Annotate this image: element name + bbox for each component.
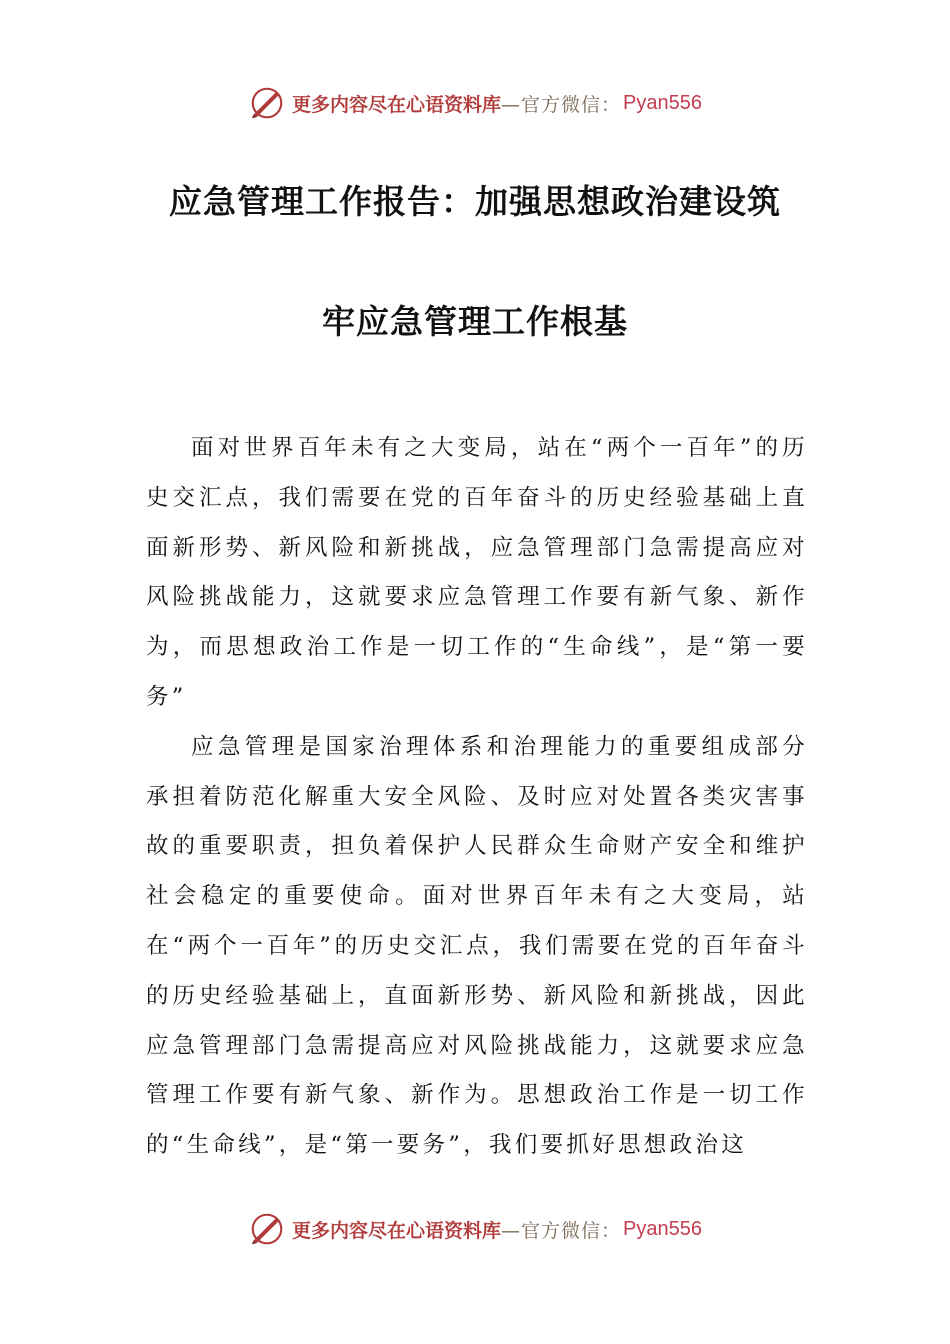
pen-logo-icon bbox=[248, 1210, 286, 1248]
document-title-line-1: 应急管理工作报告：加强思想政治建设筑 bbox=[169, 182, 781, 221]
pen-logo-icon bbox=[248, 84, 286, 122]
document-title-line-2: 牢应急管理工作根基 bbox=[322, 302, 628, 341]
footer-wechat-id: Pyan556 bbox=[623, 1217, 702, 1240]
header-banner-text: 更多内容尽在心语资料库 bbox=[292, 93, 502, 116]
header-banner bbox=[0, 83, 950, 123]
body-paragraph-1: 面对世界百年未有之大变局，站在“两个一百年”的历史交汇点，我们需要在党的百年奋斗的历史经验基础上直面新形势、新风险和新挑战，应急管理部门急需提高应对风险挑战能力，这就要求应急管理工作要有新气象、新作为，而思想政治工作是一切工作的“生命线”，是“第一要务” bbox=[146, 435, 808, 710]
footer-banner bbox=[0, 1209, 950, 1249]
document-body bbox=[146, 424, 808, 1171]
footer-banner-separator: —官方微信： bbox=[501, 1219, 622, 1242]
body-paragraph-2: 应急管理是国家治理体系和治理能力的重要组成部分承担着防范化解重大安全风险、及时应对处置各类灾害事故的重要职责，担负着保护人民群众生命财产安全和维护社会稳定的重要使命。面对世界百年未有之大变局，站在“两个一百年”的历史交汇点，我们需要在党的百年奋斗的历史经验基础上，直面新形势、新风险和新挑战，因此应急管理部门急需提高应对风险挑战能力，这就要求应急管理工作要有新气象、新作为。思想政治工作是一切工作的“生命线”，是“第一要务”，我们要抓好思想政治这 bbox=[146, 733, 808, 1159]
footer-banner-text: 更多内容尽在心语资料库 bbox=[292, 1219, 502, 1242]
header-banner-separator: —官方微信： bbox=[501, 93, 622, 116]
header-wechat-id: Pyan556 bbox=[623, 91, 702, 114]
